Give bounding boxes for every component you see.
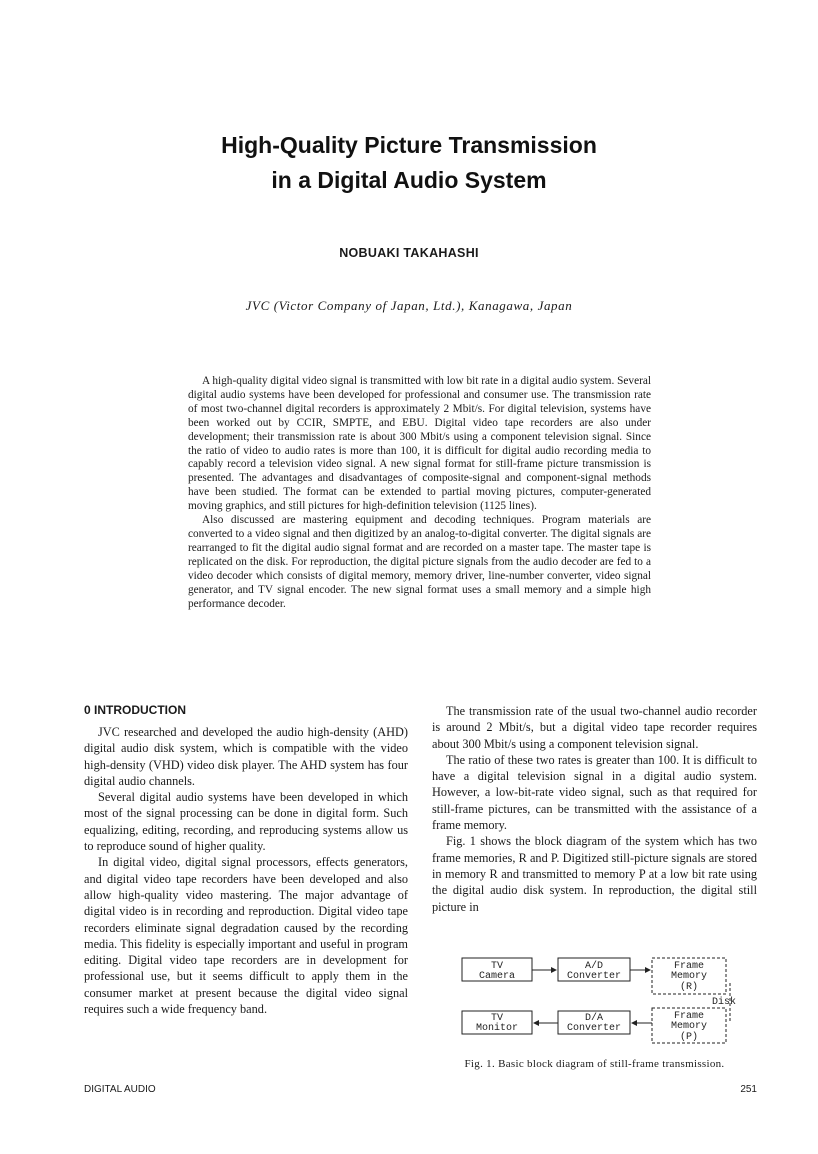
title-line-1: High-Quality Picture Transmission [221,132,597,158]
footer-journal: DIGITAL AUDIO [84,1084,156,1095]
block-diagram [452,953,742,1045]
body-paragraph: The ratio of these two rates is greater than 100. It is difficult to have a digital television signal in a digital audio system. However, a low-bit-rate video signal, such as that required for still-frame pictures, can be transmitted with the assistance of a frame memory. [432,752,757,833]
abstract [188,375,651,611]
frame-memory-p-label-3: (P) [679,1032,699,1043]
frame-memory-p-label-1: Frame [673,1011,705,1022]
figure-caption: Fig. 1. Basic block diagram of still-frame transmission. [464,1058,725,1070]
section-heading: 0 INTRODUCTION [84,703,186,717]
body-paragraph: Several digital audio systems have been developed in which most of the signal processing can be done in digital form. Such equalizing, editing, recording, and reproducing systems allow us to reproduce sound of higher quality. [84,790,408,854]
frame-memory-r-label-3: (R) [679,982,699,993]
abstract-paragraph-1: A high-quality digital video signal is transmitted with low bit rate in a digital audio system. Several digital audio systems have been developed for professional and consumer use. The transmission rate of most two-channel digital recorders is approximately 2 Mbit/s. For digital television, systems have been worked out by CCIR, SMPTE, and EBU. Digital video tape recorders are also under development; their transmission rate is about 300 Mbit/s using a component television signal. Since the ratio of video to audio rates is more than 100, it is difficult for digital audio recording media to capably record a television video signal. A new signal format for still-frame picture transmission is presented. The advantages and disadvantages of composite-signal and component-signal methods have been studied. The format can be extended to partial moving pictures, computer-generated moving graphics, and still pictures for high-definition television (1125 lines). [188,375,651,513]
ad-converter-label-2: Converter [566,971,622,982]
author-name: NOBUAKI TAKAHASHI [339,246,479,260]
disk-label: Disk [711,997,737,1008]
page-number: 251 [740,1084,757,1095]
left-column [84,703,408,1017]
da-converter-label-1: D/A [584,1013,604,1024]
tv-monitor-label-2: Monitor [475,1023,519,1034]
right-column [432,703,757,915]
ad-converter-label-1: A/D [584,961,604,972]
author-affiliation: JVC (Victor Company of Japan, Ltd.), Kanagawa, Japan [245,298,573,313]
title-line-2: in a Digital Audio System [271,167,547,193]
body-paragraph: JVC researched and developed the audio high-density (AHD) digital audio disk system, which is compatible with the video high-density (VHD) video disk player. The AHD system has four digital audio channels. [84,725,408,788]
tv-monitor-label-1: TV [490,1013,504,1024]
abstract-paragraph-2: Also discussed are mastering equipment and decoding techniques. Program materials are converted to a video signal and then digitized by an analog-to-digital converter. The digital signals are rearranged to fit the digital audio signal format and are recorded on a master tape. The master tape is replicated on the disk. For reproduction, the digital picture signals from the audio decoder are fed to a video decoder which consists of digital memory, memory driver, line-number converter, video signal generator, and TV signal encoder. The new signal format uses a small memory and a simple high performance decoder. [188,514,651,610]
da-converter-label-2: Converter [566,1023,622,1034]
frame-memory-p-label-2: Memory [670,1021,708,1032]
paper-title [0,128,818,198]
tv-camera-label-1: TV [490,961,504,972]
frame-memory-r-label-2: Memory [670,971,708,982]
body-paragraph: Fig. 1 shows the block diagram of the system which has two frame memories, R and P. Digitized still-picture signals are stored in memory R and transmitted to memory P at a low bit rate using the digital audio disk system. In reproduction, the digital still picture in [432,834,757,914]
tv-camera-label-2: Camera [478,971,516,982]
body-paragraph: The transmission rate of the usual two-channel audio recorder is around 2 Mbit/s, but a digital video tape recorder requires about 300 Mbit/s using a component television signal. [432,704,757,751]
body-paragraph: In digital video, digital signal processors, effects generators, and digital video tape recorders have been developed and also allow high-quality video mastering. The major advantage of digital video is in recording and reproduction. Digital video tape recorders eliminate signal degradation caused by the recording media. This fidelity is especially important and useful in program editing. Digital video tape recorders are in development for professional use, but it seems difficult to apply them in the consumer market at present because the digital video signal requires such a wide frequency band. [84,855,408,1017]
frame-memory-r-label-1: Frame [673,961,705,972]
